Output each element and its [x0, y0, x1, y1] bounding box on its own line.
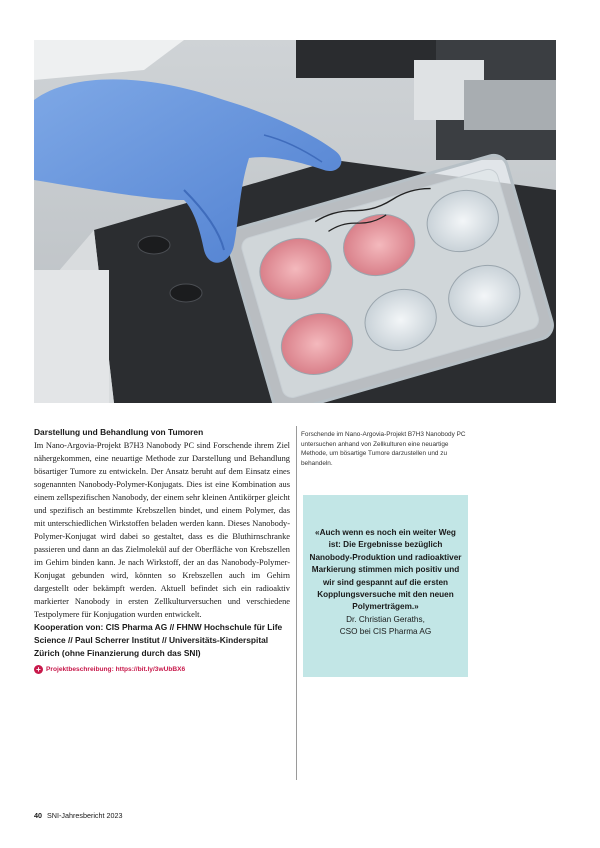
publication-title: SNI-Jahresbericht 2023	[47, 811, 123, 820]
lab-photo-illustration	[34, 40, 556, 403]
quote-author-role: CSO bei CIS Pharma AG	[339, 627, 432, 637]
photo-caption: Forschende im Nano-Argovia-Projekt B7H3 Nanobody PC untersuchen anhand von Zellkulturen eine neuartige Methode, um bösartige Tumore darzustellen und zu behandeln.	[301, 431, 466, 467]
project-link[interactable]: Projektbeschreibung: https://bit.ly/3wUbBX6	[46, 666, 186, 673]
plus-circle-icon: +	[34, 665, 43, 674]
page-footer	[34, 811, 123, 820]
cooperation-partners: Kooperation von: CIS Pharma AG // FHNW Hochschule für Life Science // Paul Scherrer Institut // Universitäts-Kinderspital Zürich (ohne Finanzierung durch das SNI)	[34, 622, 283, 658]
quote-box	[303, 495, 468, 677]
lab-photo	[34, 40, 556, 403]
quote-author-name: Dr. Christian Geraths,	[346, 614, 425, 624]
page-number: 40	[34, 811, 42, 820]
article-body: Im Nano-Argovia-Projekt B7H3 Nanobody PC sind Forschende ihrem Ziel nähergekommen, eine neuartige Methode zur Darstellung und Behandlung bösartiger Tumore zu entwickeln. Der Ansatz beruht auf dem Einsatz eines sogenannten Nanobody-Polymer-Konjugats. Dies ist eine Kombination aus einem zellspezifischen Nanobody, der einem sehr kleinen Antikörper gleicht und spezifisch an bestimmte Krebszellen bindet, und einem Polymer, das mit unterschiedlichen Wirkstoffen beladen werden kann. Dieses Nanobody-Polymer-Konjugat wird dabei so gestaltet, dass es die Bluthirnschranke passieren und dann an das Zielmolekül auf der Oberfläche von Krebszellen im Gehirn binden kann. Je nach Wirkstoff, der an das Nanobody-Polymer-Konjugat gebunden wird, könnten so Krebszellen auch im Gehirn dargestellt oder bekämpft werden. Aktuell befindet sich ein radioaktiv markierter Nanobody in ersten Zellkulturversuchen und verschiedene Testpolymere für Konjugation wurden entwickelt.	[34, 441, 290, 619]
article-column	[34, 426, 290, 674]
article-heading: Darstellung und Behandlung von Tumoren	[34, 427, 204, 437]
column-divider	[296, 426, 297, 780]
project-link-row[interactable]	[34, 665, 290, 674]
quote-text: «Auch wenn es noch ein weiter Weg ist: Die Ergebnisse bezüglich Nanobody-Produktion und radioaktiver Markierung stimmen mich positiv und wir sind gespannt auf die ersten Kopplungsversuche mit den neuen Polymerträgem.»	[309, 528, 462, 612]
